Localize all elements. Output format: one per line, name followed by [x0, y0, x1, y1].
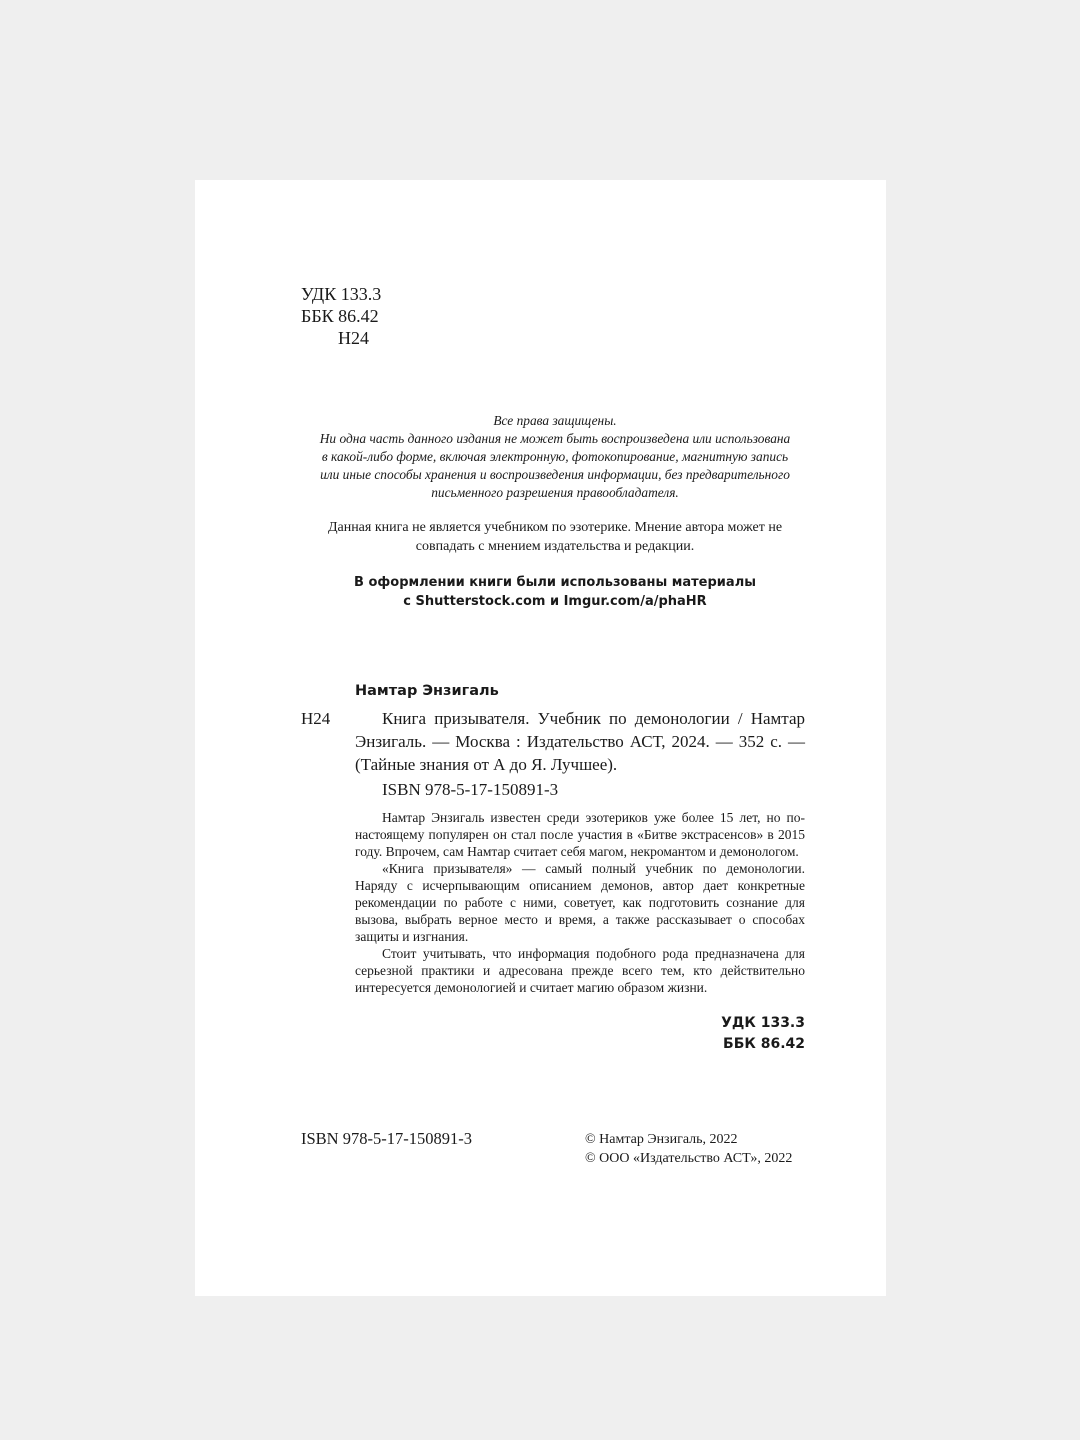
copyright-author: © Намтар Энзигаль, 2022 [585, 1132, 738, 1147]
annotation-paragraph: «Книга призывателя» — самый полный учебник по демонологии. Наряду с исчерпывающим описанием демонов, автор дает конкретные рекомендации по работе с ними, советует, как подготовить сознание для вызова, выбрать верное место и время, а также рассказывает о способах защиты и изгнания. [355, 861, 805, 944]
footer-isbn: ISBN 978-5-17-150891-3 [301, 1129, 472, 1148]
annotation-paragraph: Намтар Энзигаль известен среди эзотериков уже более 15 лет, но по-настоящему популярен он стал после участия в «Битве экстрасенсов» в 2015 году. Впрочем, сам Намтар считает себя магом, некромантом и демонологом. [355, 810, 805, 859]
disclaimer-line: Данная книга не является учебником по эзотерике. Мнение автора может не [327, 520, 783, 535]
biblio-author-mark: Н24 [301, 709, 331, 728]
disclaimer-line: совпадать с мнением издательства и редакции. [415, 539, 695, 554]
book-imprint-page [195, 180, 886, 1296]
author-mark: Н24 [338, 328, 369, 348]
materials-credit [295, 573, 815, 611]
biblio-record: Книга призывателя. Учебник по демонологии / Намтар Энзигаль. — Москва : Издательство АСТ, 2024. — 352 с. — (Тайные знания от А до Я. Лучшее). [355, 709, 805, 774]
bbk-code: ББК 86.42 [301, 306, 379, 326]
rights-line: Ни одна часть данного издания не может быть воспроизведена или использована [319, 431, 791, 446]
biblio-isbn: ISBN 978-5-17-150891-3 [382, 780, 559, 799]
materials-line: В оформлении книги были использованы материалы [354, 575, 756, 590]
copyright-publisher: © ООО «Издательство АСТ», 2022 [585, 1151, 793, 1166]
rights-line: или иные способы хранения и воспроизведения информации, без предварительного [320, 467, 790, 482]
rights-line: Все права защищены. [493, 413, 617, 428]
classification-codes-bottom [721, 1013, 805, 1055]
biblio-author: Намтар Энзигаль [355, 683, 499, 699]
rights-line: письменного разрешения правообладателя. [431, 485, 679, 500]
bbk-code: ББК 86.42 [723, 1036, 805, 1052]
classification-codes-top [301, 283, 381, 349]
annotation [355, 809, 805, 996]
rights-notice [295, 412, 815, 502]
udk-code: УДК 133.3 [721, 1015, 805, 1031]
disclaimer-notice [295, 518, 815, 556]
udk-code: УДК 133.3 [301, 284, 382, 304]
annotation-paragraph: Стоит учитывать, что информация подобного рода предназначена для серьезной практики и адресована прежде всего тем, кто действительно интересуется демонологией и считает магию образом жизни. [355, 946, 805, 995]
materials-line: с Shutterstock.com и Imgur.com/a/phaHR [403, 594, 707, 609]
rights-line: в какой-либо форме, включая электронную, фотокопирование, магнитную запись [321, 449, 789, 464]
copyright-block [585, 1130, 792, 1168]
